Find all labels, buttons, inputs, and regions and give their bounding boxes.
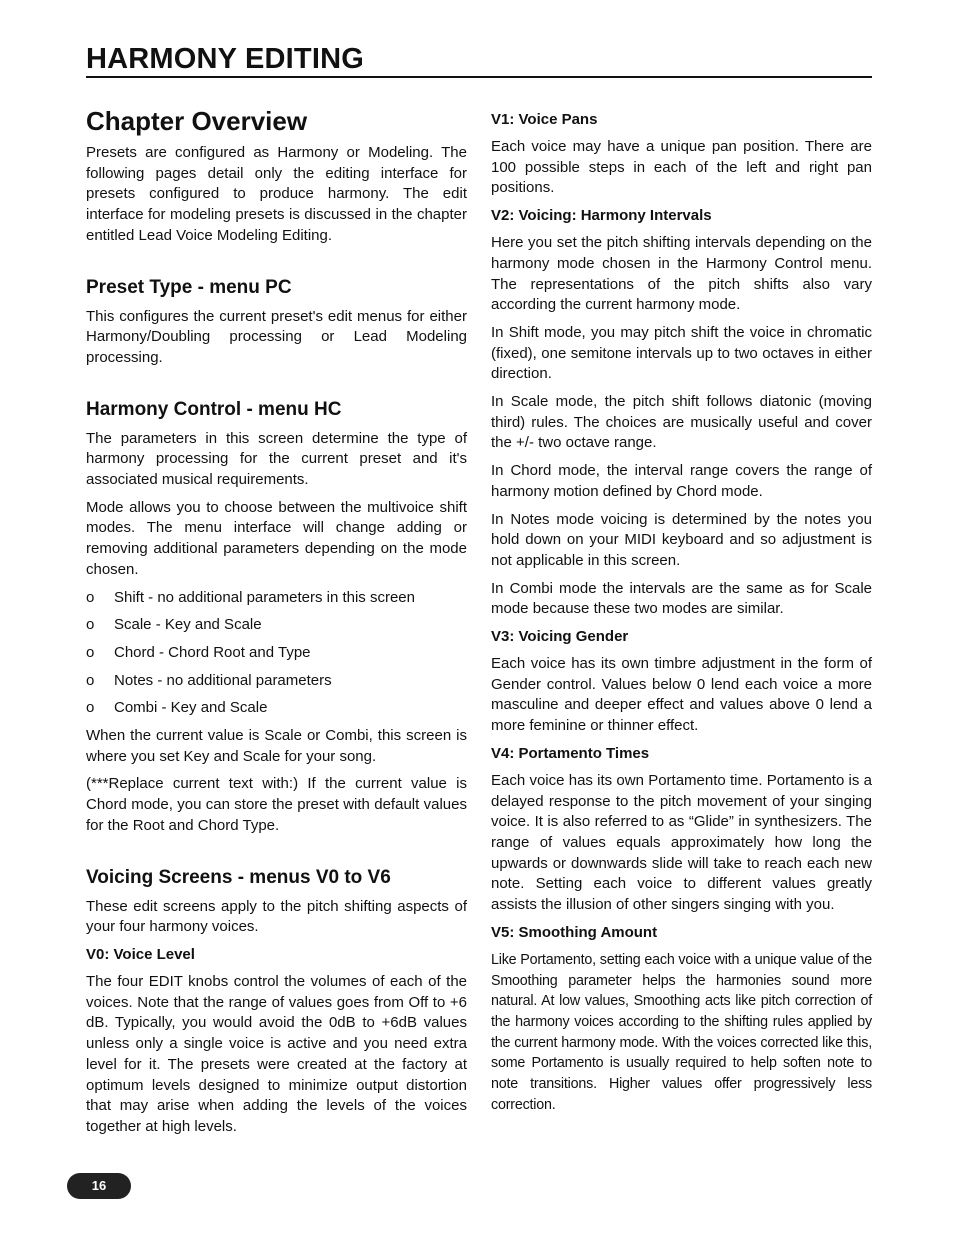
bullet-icon: o bbox=[86, 643, 95, 661]
v2-p4: In Chord mode, the interval range covers the range of harmony motion defined by Chord mode. bbox=[491, 462, 872, 500]
v4-text: Each voice has its own Portamento time. Portamento is a delayed response to the pitch movement of your singing voice. It is also referred to as “Glide” in synthesizers. The range of values equals approximately how long the upwards or downwards slide will take to reach each new note. Setting each voice to different values greatly assists the illusion of other singers singing with you. bbox=[491, 771, 872, 914]
v5-text: Like Portamento, setting each voice with a unique value of the Smoothing parameter helps the harmonies sound more natural. At low values, Smoothing acts like pitch correction of the harmony voices according to the shifting rules applied by the current harmony mode. With the voices corrected like this, some Portamento is usually required to help soften note to note transitions. Higher values offer progressively less correction. bbox=[491, 951, 872, 1113]
right-column bbox=[491, 110, 872, 1122]
v2-p3: In Scale mode, the pitch shift follows diatonic (moving third) rules. The choices are musically useful and cover the +/- two octave range. bbox=[491, 393, 872, 452]
bullet-icon: o bbox=[86, 616, 95, 634]
list-item: o Scale - Key and Scale bbox=[86, 615, 467, 636]
mode-list bbox=[86, 588, 467, 720]
page-number: 16 bbox=[67, 1173, 131, 1199]
section-title: HARMONY EDITING bbox=[86, 43, 364, 75]
v0-heading: V0: Voice Level bbox=[86, 945, 195, 963]
harmony-control-p1: The parameters in this screen determine the type of harmony processing for the current preset and it's associated musical requirements. bbox=[86, 429, 467, 489]
v0-text: The four EDIT knobs control the volumes of each of the voices. Note that the range of values goes from Off to +6 dB. Typically, you would avoid the 0dB to +6dB values unless only a single voice is active and you need extra level for it. The presets were created at the factory at optimum levels designed to minimize output distortion that may arise when adding the levels of the voices together at high levels. bbox=[86, 972, 467, 1135]
v2-heading: V2: Voicing: Harmony Intervals bbox=[491, 207, 712, 225]
v2-p2: In Shift mode, you may pitch shift the voice in chromatic (fixed), one semitone intervals up to two octaves in either direction. bbox=[491, 323, 872, 383]
v1-heading: V1: Voice Pans bbox=[491, 111, 598, 128]
preset-type-text: This configures the current preset's edit menus for either Harmony/Doubling processing or Lead Modeling processing. bbox=[86, 307, 467, 366]
v2-p1: Here you set the pitch shifting intervals depending on the harmony mode chosen in the Harmony Control menu. The representations of the pitch shifts also vary according the current harmony mode. bbox=[491, 234, 872, 314]
harmony-control-heading: Harmony Control - menu HC bbox=[86, 398, 342, 420]
voicing-text: These edit screens apply to the pitch shifting aspects of your four harmony voices. bbox=[86, 897, 467, 936]
list-item: o Chord - Chord Root and Type bbox=[86, 643, 467, 664]
preset-type-heading: Preset Type - menu PC bbox=[86, 276, 292, 298]
bullet-icon: o bbox=[86, 671, 95, 689]
harmony-control-p4: (***Replace current text with:) If the current value is Chord mode, you can store the preset with default values for the Root and Chord Type. bbox=[86, 775, 467, 834]
left-column bbox=[86, 105, 467, 1145]
v2-p6: In Combi mode the intervals are the same as for Scale mode because these two modes are similar. bbox=[491, 579, 872, 618]
harmony-control-p3: When the current value is Scale or Combi, this screen is where you set Key and Scale for your song. bbox=[86, 727, 467, 765]
list-item: o Notes - no additional parameters bbox=[86, 671, 467, 692]
v1-text: Each voice may have a unique pan position. There are 100 possible steps in each of the left and right pan positions. bbox=[491, 138, 872, 197]
list-item: o Shift - no additional parameters in this screen bbox=[86, 588, 467, 609]
v2-p5: In Notes mode voicing is determined by the notes you hold down on your MIDI keyboard and so adjustment is not applicable in this screen. bbox=[491, 510, 872, 569]
page-header bbox=[86, 42, 872, 76]
v4-heading: V4: Portamento Times bbox=[491, 744, 650, 762]
chapter-title: Chapter Overview bbox=[86, 106, 308, 136]
voicing-heading: Voicing Screens - menus V0 to V6 bbox=[86, 866, 391, 888]
v3-heading: V3: Voicing Gender bbox=[491, 628, 629, 646]
bullet-icon: o bbox=[86, 699, 95, 717]
list-item: o Combi - Key and Scale bbox=[86, 698, 467, 719]
bullet-icon: o bbox=[86, 588, 95, 606]
harmony-control-p2: Mode allows you to choose between the multivoice shift modes. The menu interface will change adding or removing additional parameters depending on the mode chosen. bbox=[86, 498, 467, 578]
header-rule bbox=[86, 76, 872, 78]
intro-paragraph: Presets are configured as Harmony or Modeling. The following pages detail only the editing interface for presets configured to produce harmony. The edit interface for modeling presets is discussed in the chapter entitled Lead Voice Modeling Editing. bbox=[86, 144, 467, 244]
v3-text: Each voice has its own timbre adjustment in the form of Gender control. Values below 0 lend each voice a more masculine and deeper effect and values above 0 lend a more feminine or thinner effect. bbox=[491, 655, 872, 735]
v5-heading: V5: Smoothing Amount bbox=[491, 923, 658, 941]
